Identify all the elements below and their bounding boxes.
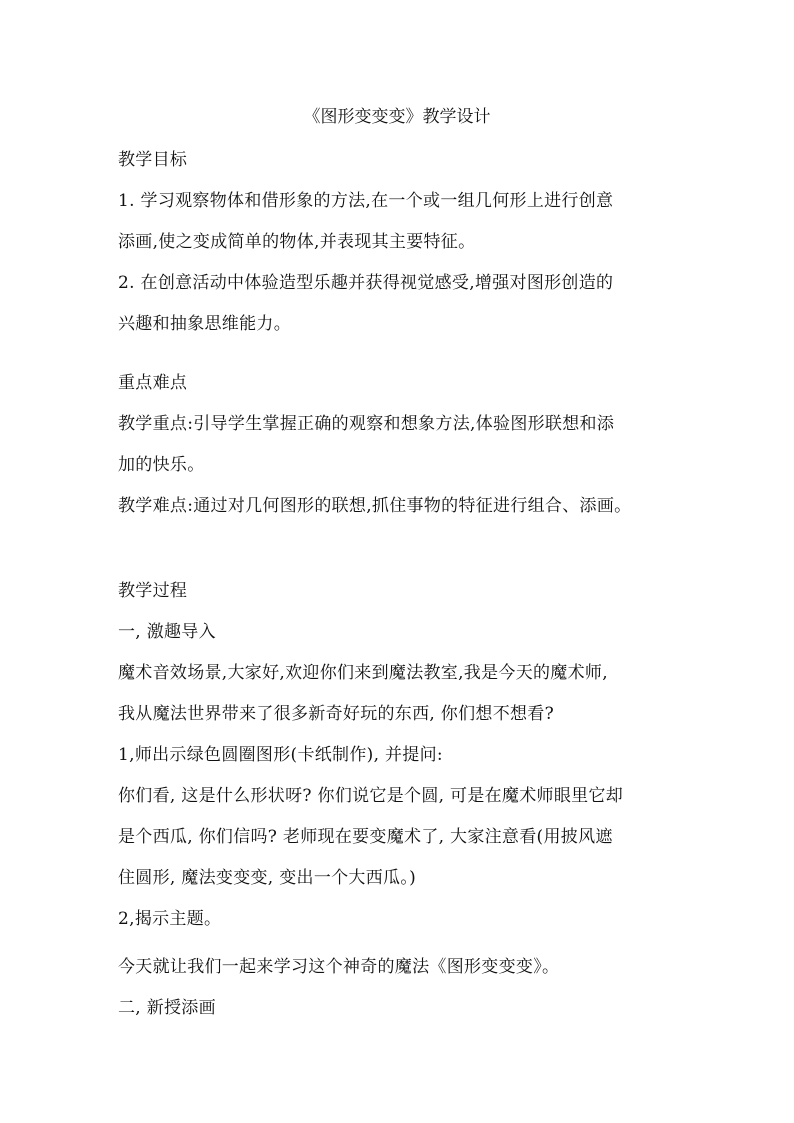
dialogue-line-1: 你们看, 这是什么形状呀? 你们说它是个圆, 可是在魔术师眼里它却: [118, 786, 624, 806]
goal-2-line-2: 兴趣和抽象思维能力。: [118, 314, 291, 334]
theme-line: 今天就让我们一起来学习这个神奇的魔法《图形变变变》。: [118, 957, 560, 977]
document-title: 《图形变变变》教学设计: [303, 107, 491, 127]
difficulty-line: 教学难点:通过对几何图形的联想,抓住事物的特征进行组合、添画。: [118, 496, 632, 516]
dialogue-line-2: 是个西瓜, 你们信吗? 老师现在要变魔术了, 大家注意看(用披风遮: [118, 827, 613, 847]
step-1-line: 1,师出示绿色圆圈图形(卡纸制作), 并提问:: [118, 745, 443, 765]
section-2-heading: 二, 新授添画: [118, 998, 216, 1018]
key-point-line-2: 加的快乐。: [118, 455, 205, 475]
goal-1-line-1: 1. 学习观察物体和借形象的方法,在一个或一组几何形上进行创意: [118, 191, 614, 211]
heading-teaching-goals: 教学目标: [118, 150, 188, 170]
heading-key-difficulties: 重点难点: [118, 373, 188, 393]
key-point-line-1: 教学重点:引导学生掌握正确的观察和想象方法,体验图形联想和添: [118, 414, 615, 434]
heading-teaching-process: 教学过程: [118, 581, 188, 601]
step-2-line: 2,揭示主题。: [118, 909, 222, 929]
intro-line-1: 魔术音效场景,大家好,欢迎你们来到魔法教室,我是今天的魔术师,: [118, 663, 608, 683]
section-1-heading: 一, 激趣导入: [118, 622, 216, 642]
intro-line-2: 我从魔法世界带来了很多新奇好玩的东西, 你们想不想看?: [118, 704, 555, 724]
goal-2-line-1: 2. 在创意活动中体验造型乐趣并获得视觉感受,增强对图形创造的: [118, 273, 614, 293]
dialogue-line-3: 住圆形, 魔法变变变, 变出一个大西瓜。): [118, 868, 417, 888]
goal-1-line-2: 添画,使之变成简单的物体,并表现其主要特征。: [118, 232, 476, 252]
